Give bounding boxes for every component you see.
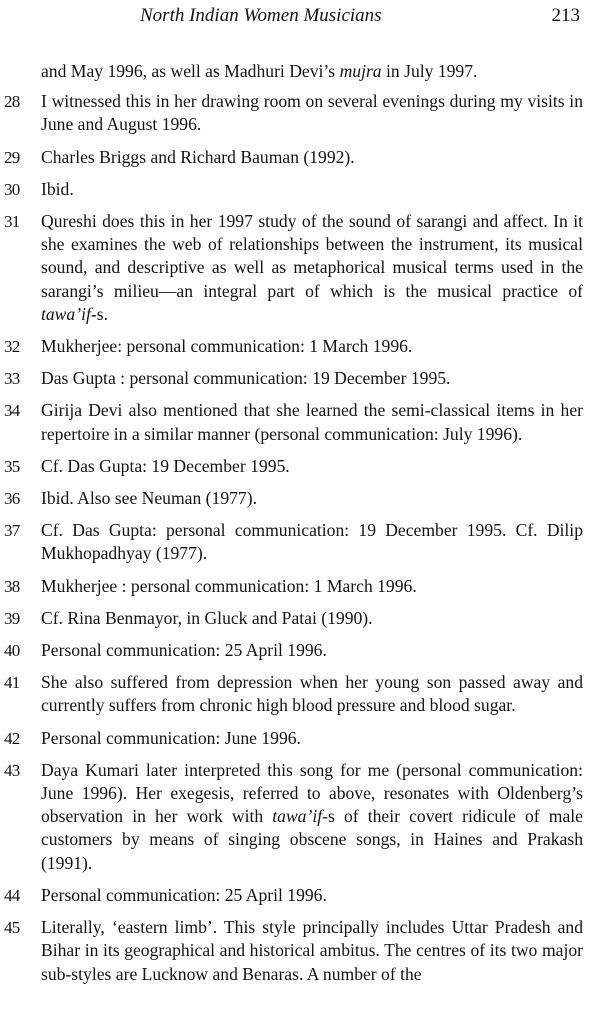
note-text: [41, 210, 583, 326]
endnote: [0, 399, 600, 445]
note-text-run: Daya Kumari later interpreted this song for me (personal communication: June 1996). Her exegesis, referred to above, resonates with Oldenberg’s observation in her work with: [41, 759, 583, 827]
note-number: 32: [4, 337, 20, 357]
note-number: 33: [4, 369, 20, 389]
note-text: [41, 759, 583, 875]
endnote: [0, 671, 600, 717]
note-number: 44: [4, 885, 20, 905]
note-number: 31: [4, 212, 20, 232]
note-text-run: and May 1996, as well as Madhuri Devi’s: [41, 61, 340, 81]
endnote: [0, 884, 600, 907]
note-text: [41, 487, 583, 510]
note-continuation: [0, 60, 600, 83]
endnote: [0, 178, 600, 201]
endnote: [0, 487, 600, 510]
note-text: [41, 519, 583, 565]
note-number: 38: [4, 576, 20, 596]
note-text-run: Cf. Das Gupta: personal communication: 19 December 1995. Cf. Dilip Mukhopadhyay (1977).: [41, 520, 583, 564]
note-number: 45: [4, 918, 20, 938]
endnote: [0, 575, 600, 598]
endnote: [0, 727, 600, 750]
note-number: 42: [4, 728, 20, 748]
note-text-run: -s.: [90, 303, 108, 324]
note-text-run: Qureshi does this in her 1997 study of the sound of sarangi and affect. In it she examines the web of relationships between the instrument, its musical sound, and descriptive as well as metaphorical musical terms used in the sarangi’s milieu—an integral part of which is the musical practice of: [41, 211, 583, 301]
endnote: [0, 367, 600, 390]
note-text-run: I witnessed this in her drawing room on several evenings during my visits in June and August 1996.: [41, 91, 583, 135]
endnotes-list: [0, 60, 600, 995]
note-text: [41, 639, 583, 662]
note-text: [41, 335, 583, 358]
note-number: 30: [4, 179, 20, 199]
note-text-run: Mukherjee: personal communication: 1 March 1996.: [41, 336, 413, 357]
note-text-run: Cf. Das Gupta: 19 December 1995.: [41, 455, 290, 476]
note-text: [41, 367, 583, 390]
note-text-run: Literally, ‘eastern limb’. This style principally includes Uttar Pradesh and Bihar in its geographical and historical ambitus. The centres of its two major sub-styles are Lucknow and Benaras. A number of the: [41, 917, 583, 984]
note-number: 37: [4, 521, 20, 541]
note-text-run: Personal communication: 25 April 1996.: [41, 640, 327, 661]
italic-term: tawa’if: [41, 303, 91, 324]
note-text-run: Personal communication: June 1996.: [41, 727, 301, 748]
note-text-run: Ibid. Also see Neuman (1977).: [41, 488, 257, 509]
note-text-run: Cf. Rina Benmayor, in Gluck and Patai (1990).: [41, 607, 373, 628]
page-number: 213: [551, 5, 580, 26]
endnote: [0, 916, 600, 986]
note-text: [41, 575, 583, 598]
endnote: [0, 210, 600, 326]
note-text: [41, 671, 583, 717]
note-text: [41, 607, 583, 630]
endnote: [0, 90, 600, 136]
italic-term: mujra: [339, 61, 382, 81]
note-number: 43: [4, 760, 20, 780]
note-text: [41, 178, 583, 201]
note-number: 35: [4, 456, 20, 476]
note-text: [41, 455, 583, 478]
note-text-run: Girija Devi also mentioned that she learned the semi-classical items in her repertoire in a similar manner (personal communication: July 1996).: [41, 400, 583, 444]
note-number: 36: [4, 489, 20, 509]
note-text: [41, 884, 583, 907]
note-text: [41, 146, 583, 169]
note-number: 40: [4, 641, 20, 661]
note-text-run: Charles Briggs and Richard Bauman (1992).: [41, 146, 355, 167]
note-text-run: -s of their covert ridicule of male customers by means of singing obscene songs, in Haines and Prakash (1991).: [41, 806, 583, 873]
note-text: [41, 60, 583, 83]
endnote: [0, 519, 600, 565]
note-number: 41: [4, 673, 20, 693]
note-number: 29: [4, 147, 20, 167]
note-text-run: in July 1997.: [381, 61, 478, 81]
endnote: [0, 455, 600, 478]
note-text: [41, 90, 583, 136]
note-text: [41, 399, 583, 445]
endnote: [0, 639, 600, 662]
note-number: 28: [4, 92, 20, 112]
note-number: 34: [4, 401, 20, 421]
note-text: [41, 916, 583, 986]
endnote: [0, 759, 600, 875]
note-text-run: Ibid.: [41, 178, 74, 199]
running-head: North Indian Women Musicians: [140, 5, 382, 26]
note-text-run: Das Gupta : personal communication: 19 December 1995.: [41, 368, 451, 389]
note-number: 39: [4, 608, 20, 628]
endnote: [0, 335, 600, 358]
endnote: [0, 146, 600, 169]
page-header: [0, 4, 600, 30]
note-text: [41, 727, 583, 750]
italic-term: tawa’if: [272, 806, 323, 827]
note-text-run: Mukherjee : personal communication: 1 March 1996.: [41, 575, 417, 596]
endnote: [0, 607, 600, 630]
note-text-run: Personal communication: 25 April 1996.: [41, 884, 327, 905]
note-text-run: She also suffered from depression when her young son passed away and currently suffers from chronic high blood pressure and blood sugar.: [41, 672, 583, 716]
